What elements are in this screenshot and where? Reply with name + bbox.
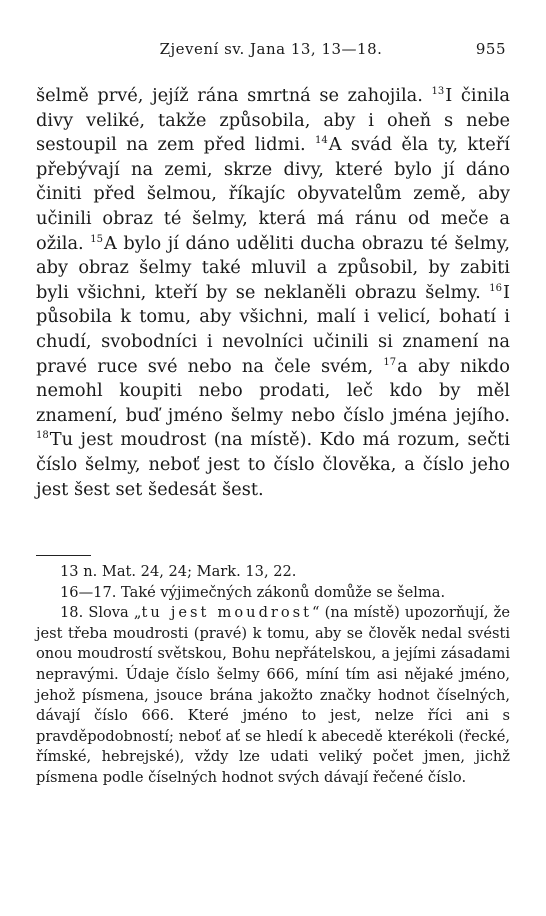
text-segment: šelmě prvé, jejíž rána smrtná se zahojila. — [36, 85, 423, 106]
footnote: 16—17. Také výjimečných zákonů domůže se šelma. — [60, 583, 446, 601]
footnote-text: 18. Slova „ — [60, 604, 142, 622]
footnote: 13 n. Mat. 24, 24; Mark. 13, 22. — [60, 563, 297, 580]
verse-number: 15 — [90, 233, 103, 245]
page-number: 955 — [475, 40, 506, 58]
verse-number: 18 — [36, 430, 49, 442]
footnote-divider — [36, 555, 91, 556]
text-segment: A svád ěla ty, kteří přebývají na zemi, skrze divy, které bylo jí dáno činiti před šelmou, říkajíc obyvatelům země, aby učinili obraz té šelmy, která má ránu od meče a ožila. — [36, 134, 510, 254]
verse-number: 17 — [383, 356, 397, 368]
main-text — [36, 84, 510, 502]
main-paragraph — [36, 84, 510, 502]
verse-number: 13 — [431, 86, 445, 98]
footnotes — [36, 562, 510, 789]
running-title: Zjevení sv. Jana 13, 13—18. — [159, 40, 383, 58]
verse-number: 14 — [315, 135, 328, 147]
footnote — [36, 603, 510, 788]
verse-number: 16 — [489, 282, 502, 294]
text-segment: I činila divy veliké, takže způsobila, aby i oheň s nebe sestoupil na zem před lidmi. — [36, 85, 511, 156]
text-segment: a aby nikdo nemohl koupiti nebo prodati, leč kdo by měl znamení, buď jméno šelmy nebo číslo jména jejího. — [36, 355, 511, 426]
emphasized-quote: tu jest moudrost — [141, 604, 313, 622]
text-segment: Tu jest moudrost (na místě). Kdo má rozum, sečti číslo šelmy, neboť jest to číslo člověka, a číslo jeho jest šest set šedesát šest. — [36, 429, 510, 500]
text-segment: I působila k tomu, aby všichni, malí i velicí, bohatí i chudí, svobodníci i nevolníci učinili si znamení na pravé ruce své nebo na čele svém, — [36, 281, 510, 377]
page-header — [36, 40, 506, 62]
text-segment: A bylo jí dáno uděliti ducha obrazu té šelmy, aby obraz šelmy také mluvil a způsobil, by zabiti byli všichni, kteří by se neklaněli obrazu šelmy. — [36, 232, 511, 303]
footnote-text: “ (na místě) upozorňují, že jest třeba moudrosti (pravé) k tomu, aby se člověk nedal svésti onou moudrostí světskou, Bohu nepřátelskou, a jejími zásadami nepravými. Údaje číslo šelmy 666, míní tím asi nějaké jméno, jehož písmena, jsouce brána jakožto značky hodnot číselných, dávají číslo 666. Které jméno to jest, nelze říci ani s pravděpodobností; neboť ať se hledí k abecedě kterékoli (řecké, římské, hebrejské), vždy lze udati veliký počet jmen, jichž písmena podle číselných hodnot svých dávají řečené číslo. — [36, 604, 510, 786]
